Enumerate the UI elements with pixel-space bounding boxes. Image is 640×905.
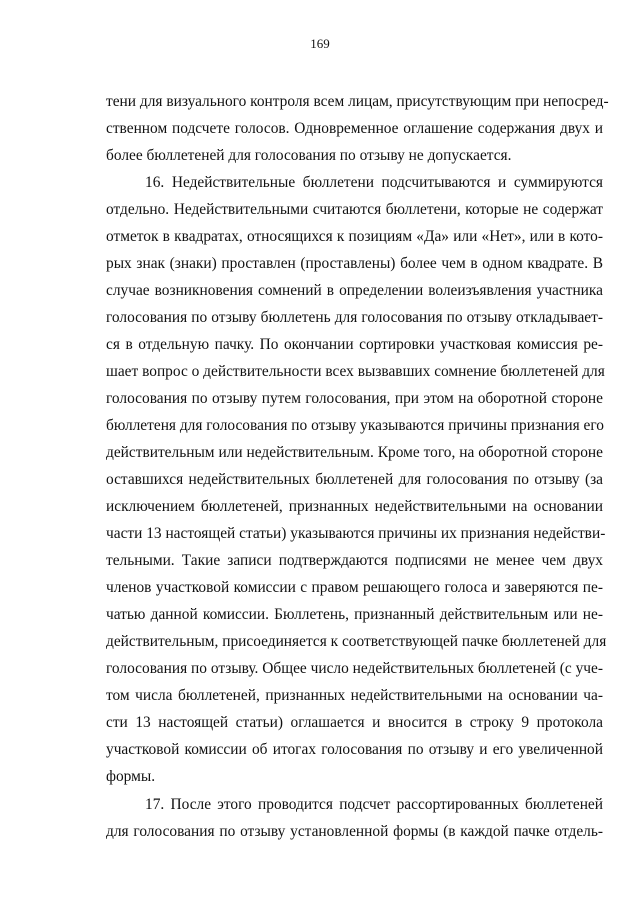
text-line: действительным, присоединяется к соответствующей пачке бюллетеней для (106, 633, 607, 650)
text-line: исключением бюллетеней, признанных недействительными на основании (106, 498, 603, 515)
text-line: членов участковой комиссии с правом решающего голоса и заверяются пе- (106, 579, 603, 596)
text-line: случае возникновения сомнений в определении волеизъявления участника (106, 282, 603, 299)
text-line: для голосования по отзыву установленной формы (в каждой пачке отдель- (106, 823, 603, 840)
text-line: голосования по отзыву бюллетень для голосования по отзыву откладывает- (106, 309, 603, 326)
paragraph-17-first-line: 17. После этого проводится подсчет рассортированных бюллетеней (145, 796, 603, 813)
text-line: бюллетеня для голосования по отзыву указываются причины признания его (106, 417, 604, 434)
text-line: ся в отдельную пачку. По окончании сортировки участковая комиссия ре- (106, 336, 603, 353)
text-line: формы. (106, 768, 156, 785)
text-line: отметок в квадратах, относящихся к позициям «Да» или «Нет», или в кото- (106, 228, 603, 245)
text-line: более бюллетеней для голосования по отзыву не допускается. (106, 147, 512, 164)
text-line: тельными. Такие записи подтверждаются подписями не менее чем двух (106, 552, 603, 569)
text-line: том числа бюллетеней, признанных недействительными на основании ча- (106, 687, 603, 704)
page-number: 169 (310, 36, 330, 51)
text-line: отдельно. Недействительными считаются бюллетени, которые не содержат (106, 201, 603, 218)
text-line: части 13 настоящей статьи) указываются причины их признания недействи- (106, 525, 606, 542)
text-line: оставшихся недействительных бюллетеней для голосования по отзыву (за (106, 471, 603, 488)
text-line: рых знак (знаки) проставлен (проставлены) более чем в одном квадрате. В (106, 255, 603, 272)
text-line: тени для визуального контроля всем лицам, присутствующим при непосред- (106, 93, 609, 110)
text-line: действительным или недействительным. Кроме того, на оборотной стороне (106, 444, 603, 461)
text-line: шает вопрос о действительности всех вызвавших сомнение бюллетеней для (106, 363, 605, 380)
paragraph-16-first-line: 16. Недействительные бюллетени подсчитываются и суммируются (145, 174, 603, 191)
text-line: ственном подсчете голосов. Одновременное оглашение содержания двух и (106, 120, 603, 137)
text-line: голосования по отзыву путем голосования, при этом на оборотной стороне (106, 390, 603, 407)
text-line: сти 13 настоящей статьи) оглашается и вносится в строку 9 протокола (106, 714, 603, 731)
text-line: голосования по отзыву. Общее число недействительных бюллетеней (с уче- (106, 660, 603, 677)
text-line: чатью данной комиссии. Бюллетень, признанный действительным или не- (106, 606, 603, 623)
text-line: участковой комиссии об итогах голосования по отзыву и его увеличенной (106, 741, 603, 758)
